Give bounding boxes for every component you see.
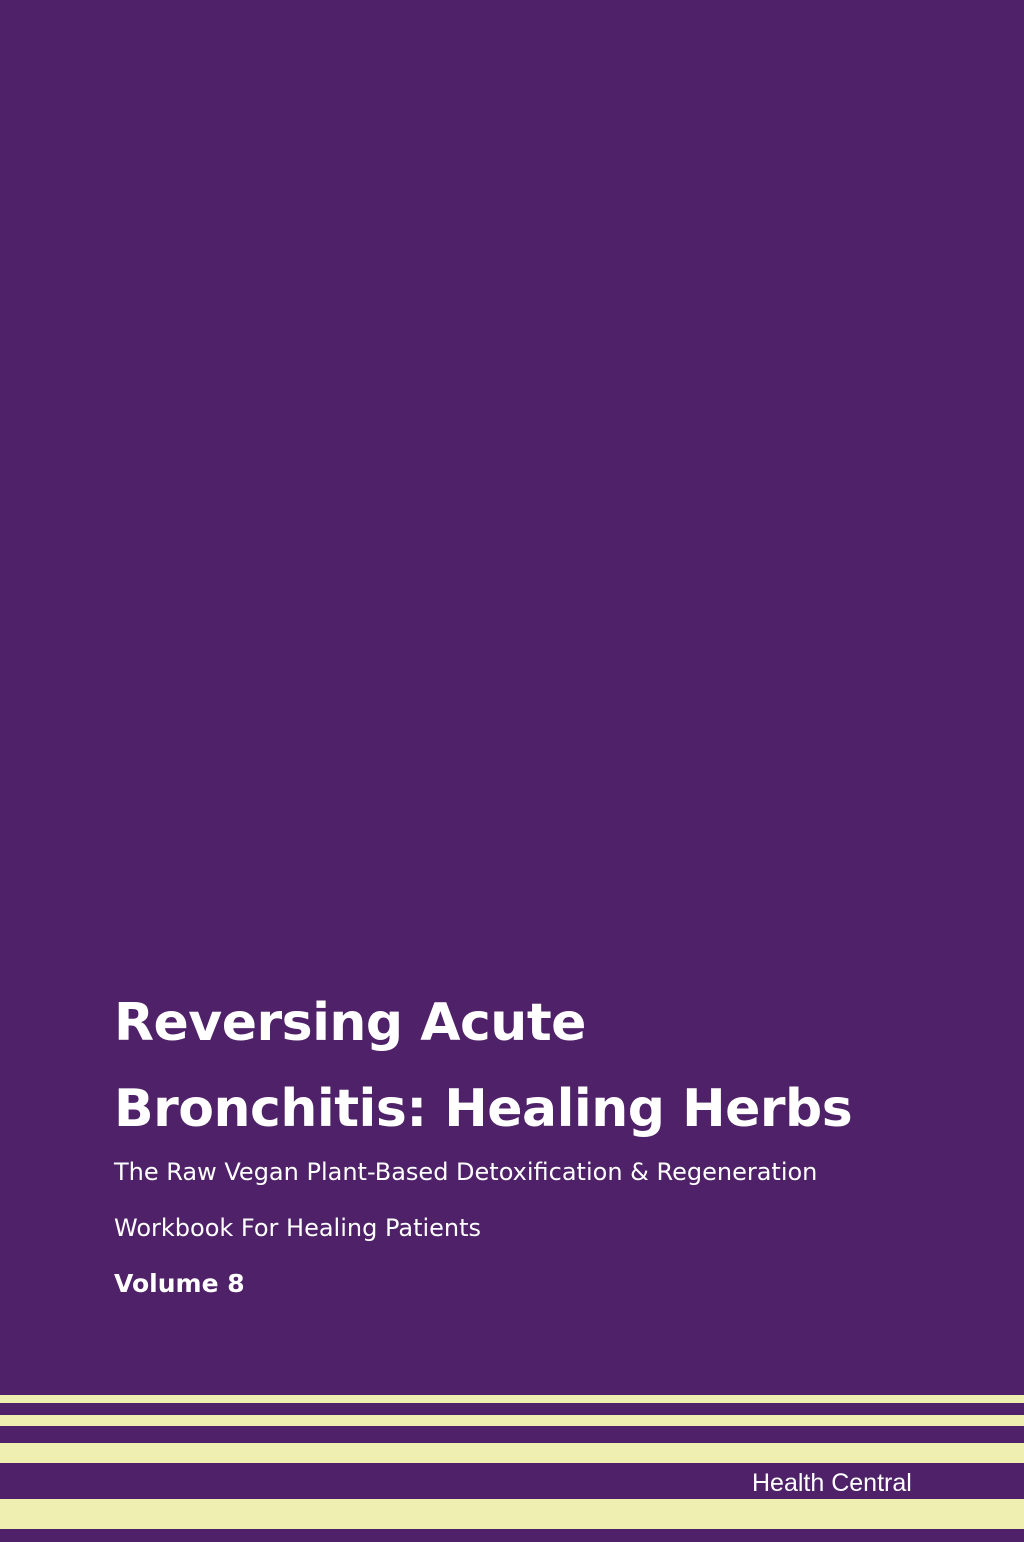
decorative-stripe bbox=[0, 1499, 1024, 1529]
decorative-stripe bbox=[0, 1395, 1024, 1403]
book-title-line-1: Reversing Acute bbox=[114, 993, 586, 1053]
volume-label: Volume 8 bbox=[114, 1269, 245, 1298]
decorative-stripe bbox=[0, 1443, 1024, 1463]
decorative-stripe bbox=[0, 1415, 1024, 1426]
publisher-name: Health Central bbox=[752, 1469, 912, 1497]
book-subtitle-line-2: Workbook For Healing Patients bbox=[114, 1214, 482, 1242]
book-subtitle-line-1: The Raw Vegan Plant-Based Detoxification & Regeneration bbox=[114, 1158, 818, 1186]
title-block bbox=[114, 980, 934, 1312]
book-title-line-2: Bronchitis: Healing Herbs bbox=[114, 1079, 853, 1139]
